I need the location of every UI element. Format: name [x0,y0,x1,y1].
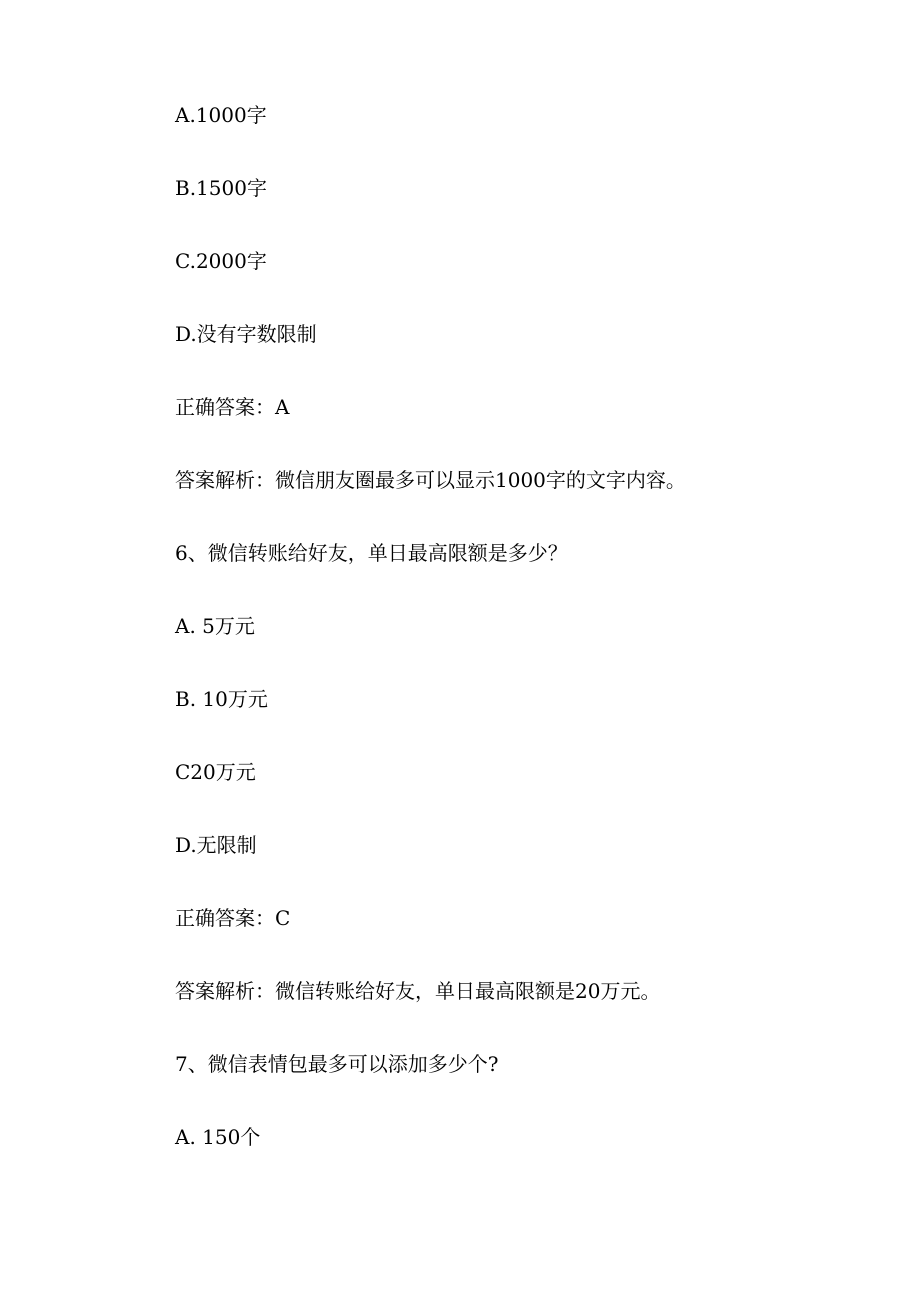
q6-option-d: D.无限制 [175,833,257,857]
q6-option-a: A. 5万元 [175,614,255,638]
q6-option-b: B. 10万元 [175,687,268,711]
q6-question: 6、微信转账给好友，单日最高限额是多少？ [175,541,568,565]
q5-option-c: C.2000字 [175,249,267,273]
q6-option-c: C20万元 [175,760,256,784]
q5-explanation: 答案解析：微信朋友圈最多可以显示1000字的文字内容。 [175,468,686,492]
q7-question: 7、微信表情包最多可以添加多少个? [175,1052,499,1076]
q7-option-a: A. 150个 [175,1125,261,1149]
q6-correct-answer: 正确答案：C [175,906,291,930]
q5-correct-answer: 正确答案：A [175,395,290,419]
q5-option-a: A.1000字 [175,103,267,127]
q6-explanation: 答案解析：微信转账给好友，单日最高限额是20万元。 [175,979,661,1003]
q5-option-d: D.没有字数限制 [175,322,317,346]
q5-option-b: B.1500字 [175,176,267,200]
